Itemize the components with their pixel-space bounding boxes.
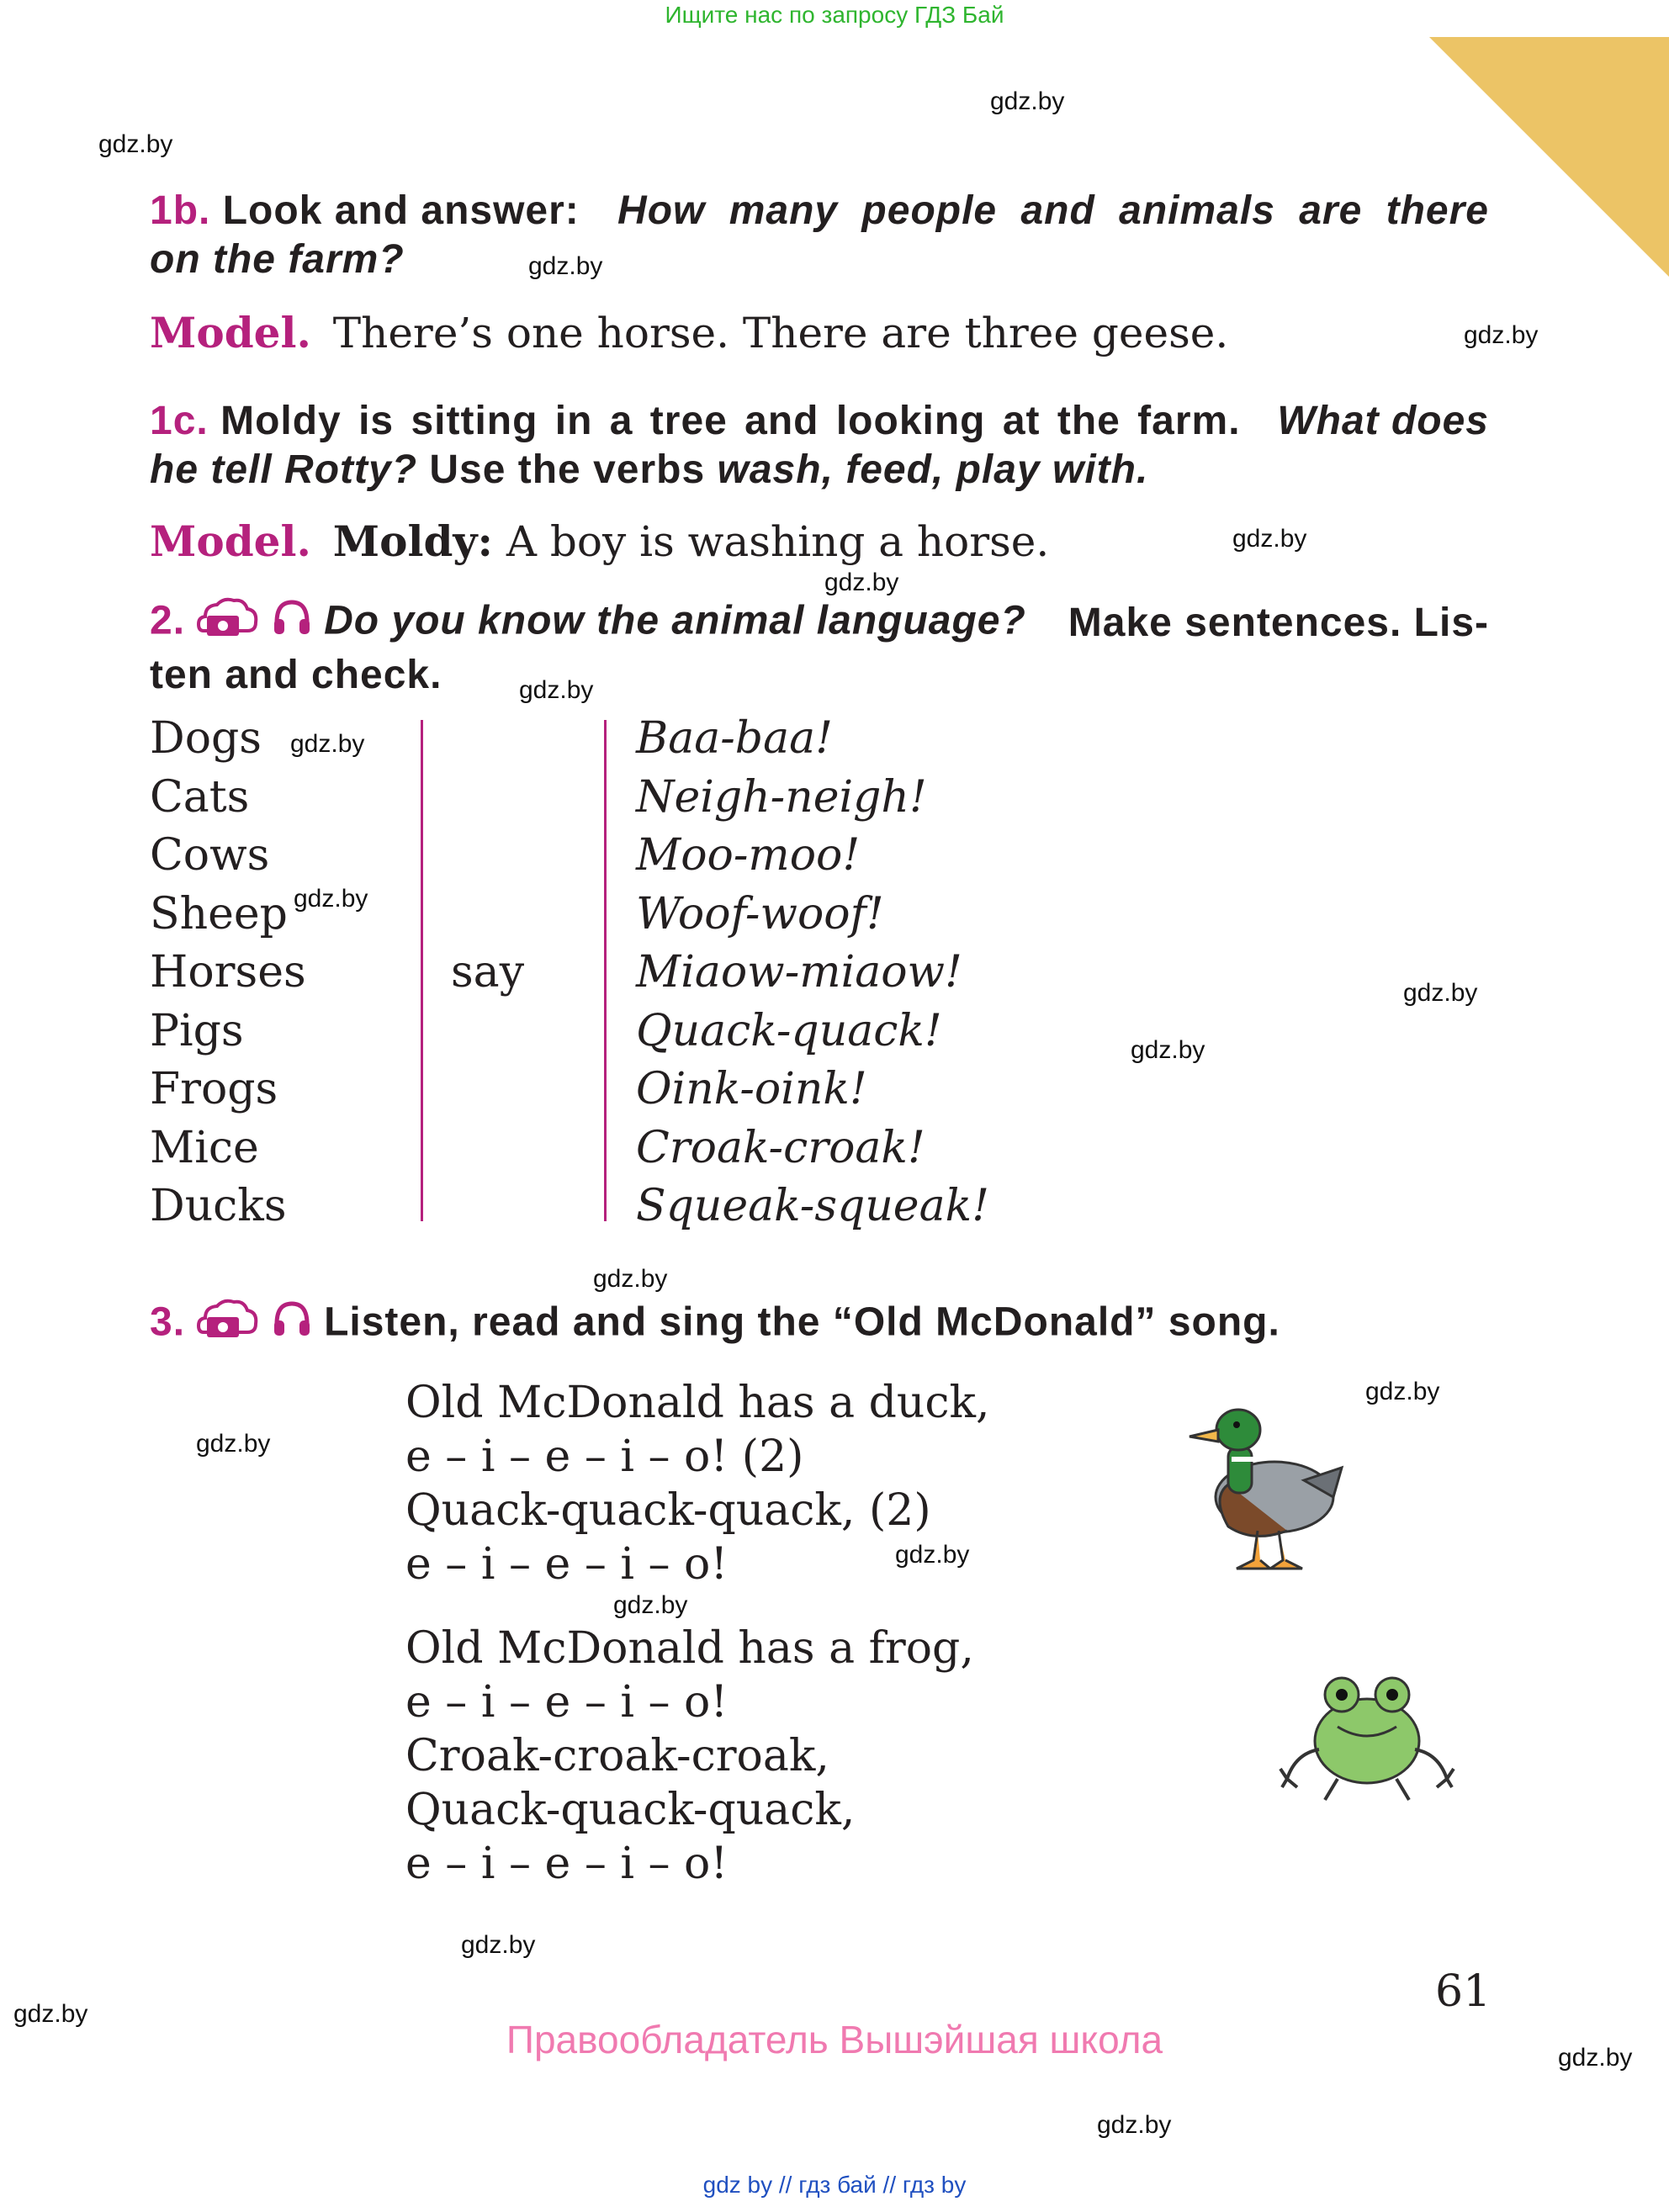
song-line: e – i – e – i – o! [405, 1677, 729, 1728]
instruction-text: Moldy is sitting in a tree and looking at the farm. [220, 399, 1241, 443]
headphones-icon[interactable] [272, 1299, 312, 1351]
copyright-text: Правообладатель Вышэйшая школа [506, 2018, 1163, 2061]
instruction-verbs: wash, feed, play with. [717, 447, 1149, 492]
watermark: gdz.by [1464, 321, 1539, 349]
cd-icon[interactable] [197, 595, 259, 651]
page-number: 61 [1435, 1966, 1492, 2017]
model-label: Model. [150, 516, 311, 566]
list-item: Croak-croak! [636, 1122, 925, 1173]
song-line: e – i – e – i – o! [405, 1539, 729, 1590]
task-1b-instruction [150, 187, 1489, 284]
watermark: gdz.by [824, 569, 899, 596]
watermark: gdz.by [1232, 525, 1307, 553]
list-item: Moo-moo! [636, 830, 861, 881]
song-line: Old McDonald has a duck, [405, 1378, 990, 1428]
watermark: gdz.by [13, 2000, 88, 2028]
watermark: gdz.by [196, 1430, 271, 1458]
list-item: Squeak-squeak! [636, 1181, 989, 1231]
instruction-text: Make sentences. Lis- [1068, 601, 1489, 645]
watermark: gdz.by [290, 730, 365, 758]
instruction-question: Do you know the animal language? [324, 598, 1026, 643]
instruction-lead: Look and answer: [222, 188, 580, 233]
instruction-text: Listen, read and sing the “Old McDonald” song. [324, 1299, 1280, 1345]
song-line: Croak-croak-croak, [405, 1731, 829, 1781]
watermark: gdz.by [1558, 2044, 1633, 2072]
instruction-text: Use the verbs [429, 447, 706, 492]
list-item: Cats [150, 771, 250, 823]
cd-icon[interactable] [197, 1297, 259, 1352]
list-item: Frogs [150, 1064, 278, 1114]
instruction-question-cont: he tell Rotty? [150, 447, 418, 492]
task-number: 2. [150, 598, 186, 643]
list-item: Horses [150, 947, 306, 998]
column-divider [421, 720, 423, 1221]
watermark: gdz.by [528, 252, 603, 280]
model-1b [150, 308, 1228, 357]
watermark: gdz.by [519, 676, 594, 704]
list-item: Woof-woof! [636, 888, 884, 939]
list-item: Neigh-neigh! [636, 771, 927, 823]
watermark: gdz.by [1097, 2111, 1172, 2139]
model-text: There’s one horse. There are three geese. [332, 309, 1229, 357]
task-2-instruction [150, 595, 1489, 700]
watermark: gdz.by [895, 1541, 970, 1569]
song-verse-1 [405, 1376, 990, 1591]
instruction-question-cont: on the farm? [150, 237, 405, 282]
sounds-column [636, 710, 989, 1236]
list-item: Sheep [150, 888, 288, 939]
watermark: gdz.by [593, 1265, 668, 1293]
frog-illustration [1279, 1661, 1455, 1804]
header-banner[interactable]: Ищите нас по запросу ГДЗ Бай [665, 2, 1004, 28]
task-number: 3. [150, 1299, 186, 1345]
list-item: Quack-quack! [636, 1005, 942, 1056]
list-item: Pigs [150, 1005, 244, 1056]
song-line: e – i – e – i – o! (2) [405, 1431, 804, 1482]
instruction-text-cont: ten and check. [150, 653, 442, 697]
task-number: 1c. [150, 399, 209, 443]
watermark: gdz.by [990, 87, 1065, 115]
model-1c [150, 516, 1049, 566]
song-line: Quack-quack-quack, [405, 1785, 856, 1835]
headphones-icon[interactable] [272, 597, 312, 649]
animals-column [150, 710, 306, 1236]
instruction-question: How many people and animals are there [617, 188, 1489, 233]
verb-say: say [451, 947, 525, 998]
task-1c-instruction [150, 397, 1489, 495]
watermark: gdz.by [1365, 1378, 1440, 1405]
watermark: gdz.by [461, 1931, 536, 1959]
model-speaker: Moldy: [332, 516, 493, 566]
list-item: Cows [150, 830, 270, 881]
song-line: Quack-quack-quack, (2) [405, 1485, 931, 1536]
list-item: Ducks [150, 1181, 287, 1231]
watermark: gdz.by [613, 1591, 688, 1619]
watermark: gdz.by [1403, 979, 1478, 1007]
song-line: e – i – e – i – o! [405, 1839, 729, 1889]
list-item: Dogs [150, 713, 262, 764]
song-line: Old McDonald has a frog, [405, 1623, 974, 1674]
model-text: A boy is washing a horse. [506, 517, 1050, 566]
list-item: Mice [150, 1122, 259, 1173]
duck-illustration [1178, 1388, 1346, 1581]
watermark: gdz.by [98, 130, 173, 158]
task-3-instruction [150, 1297, 1280, 1352]
song-verse-2 [405, 1622, 974, 1891]
list-item: Miaow-miaow! [636, 947, 962, 998]
task-number: 1b. [150, 188, 211, 233]
model-label: Model. [150, 308, 311, 357]
list-item: Baa-baa! [636, 713, 833, 764]
watermark: gdz.by [1131, 1036, 1205, 1064]
instruction-question: What does [1277, 399, 1489, 443]
watermark: gdz.by [294, 885, 368, 913]
column-divider [604, 720, 607, 1221]
list-item: Oink-oink! [636, 1064, 867, 1114]
footer-links[interactable]: gdz by // гдз бай // гдз by [702, 2172, 967, 2198]
